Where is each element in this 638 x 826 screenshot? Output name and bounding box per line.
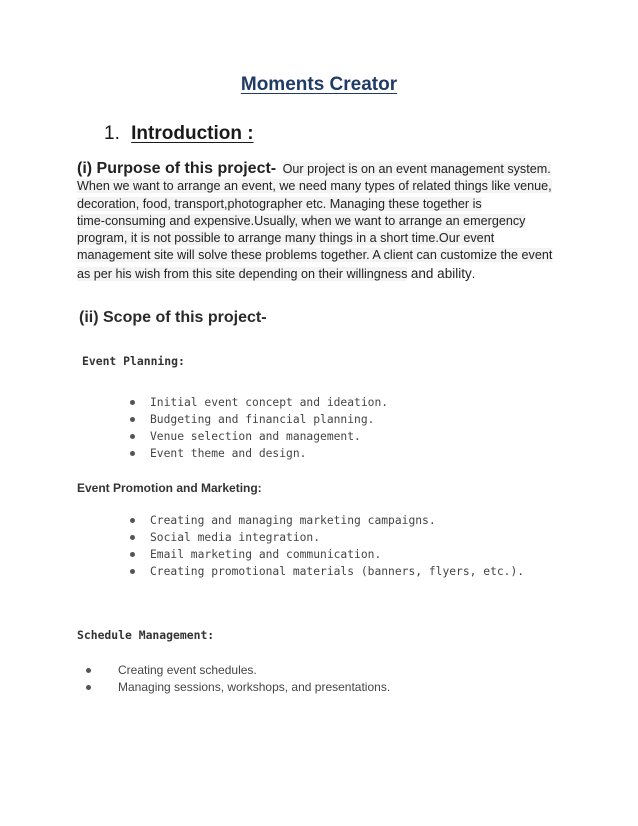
list-item — [130, 411, 388, 428]
bullet-icon — [130, 434, 135, 439]
list-item-text: Venue selection and management. — [150, 430, 361, 443]
purpose-line: time-consuming and expensive.Usually, when we want to arrange an emergency — [77, 213, 526, 228]
list-item — [130, 563, 524, 580]
purpose-line: management site will solve these problems together. A client can customize the event — [77, 248, 553, 263]
purpose-line: Our project is on an event management system. — [282, 162, 551, 176]
bullet-icon — [130, 569, 135, 574]
purpose-end: . — [471, 266, 476, 281]
purpose-line: When we want to arrange an event, we need many types of related things like venue, — [77, 179, 552, 194]
bullet-icon — [130, 552, 135, 557]
purpose-line: as per his wish from this site depending on their willingness — [77, 266, 408, 281]
list-item-text: Budgeting and financial planning. — [150, 413, 375, 426]
list-item-text: Creating promotional materials (banners, flyers, etc.). — [150, 565, 525, 578]
list-event-promotion — [130, 512, 524, 580]
bullet-icon — [86, 668, 91, 673]
bullet-icon — [86, 685, 91, 690]
list-event-planning — [130, 394, 388, 462]
list-item — [130, 445, 388, 462]
list-item — [130, 529, 524, 546]
bullet-icon — [130, 518, 135, 523]
section-number: 1. — [104, 123, 120, 144]
list-item-text: Creating and managing marketing campaigns. — [150, 514, 436, 527]
subheading-event-planning: Event Planning: — [82, 354, 185, 368]
list-item — [130, 512, 524, 529]
purpose-tail: and ability — [410, 265, 472, 281]
subheading-schedule-management: Schedule Management: — [77, 628, 215, 642]
list-item-text: Event theme and design. — [150, 447, 307, 460]
list-item-text: Creating event schedules. — [118, 663, 257, 677]
purpose-line: decoration, food, transport,photographer etc. Managing these together is — [77, 196, 482, 211]
list-schedule-management — [86, 662, 390, 696]
section-heading-introduction — [104, 123, 254, 145]
list-item — [86, 679, 390, 696]
document-title: Moments Creator — [240, 74, 398, 95]
bullet-icon — [130, 535, 135, 540]
purpose-line: program, it is not possible to arrange many things in a short time.Our event — [77, 231, 495, 246]
list-item-text: Social media integration. — [150, 531, 321, 544]
bullet-icon — [130, 451, 135, 456]
section-title: Introduction : — [131, 123, 254, 144]
list-item — [130, 394, 388, 411]
list-item — [86, 662, 390, 679]
subheading-event-promotion: Event Promotion and Marketing: — [77, 481, 262, 495]
list-item-text: Managing sessions, workshops, and presentations. — [118, 680, 391, 694]
list-item-text: Email marketing and communication. — [150, 548, 382, 561]
list-item — [130, 428, 388, 445]
purpose-paragraph — [77, 160, 555, 283]
bullet-icon — [130, 417, 135, 422]
bullet-icon — [130, 400, 135, 405]
scope-heading: (ii) Scope of this project- — [79, 309, 267, 326]
list-item — [130, 546, 524, 563]
purpose-heading: (i) Purpose of this project- — [77, 160, 277, 177]
list-item-text: Initial event concept and ideation. — [150, 396, 389, 409]
